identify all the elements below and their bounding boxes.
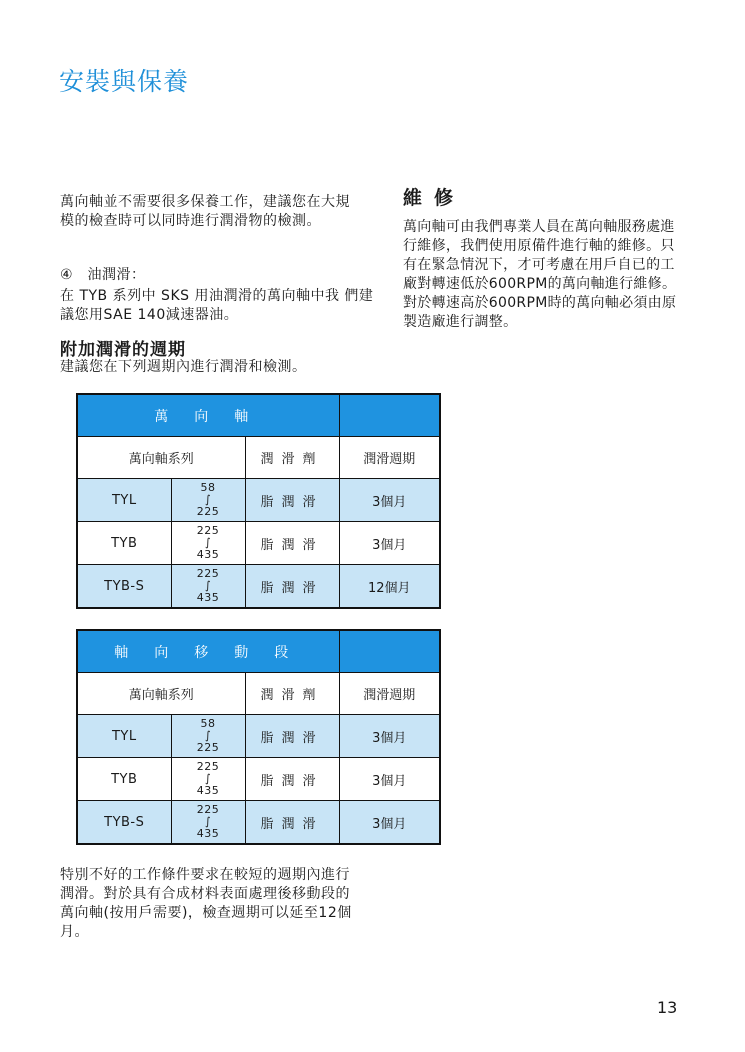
cell-size-range: 225 ∫ 435 [171, 801, 245, 845]
table-row [77, 801, 440, 845]
col-header-period: 潤滑週期 [339, 673, 440, 715]
cell-period: 3個月 [339, 715, 440, 758]
cell-period: 3個月 [339, 522, 440, 565]
lubrication-period-heading: 附加潤滑的週期 [60, 340, 186, 360]
cell-lubricant: 脂潤滑 [245, 801, 339, 845]
cell-lubricant: 脂潤滑 [245, 758, 339, 801]
table-row [77, 565, 440, 609]
cell-period: 3個月 [339, 758, 440, 801]
cell-size-range: 225 ∫ 435 [171, 522, 245, 565]
cell-size-range: 58 ∫ 225 [171, 715, 245, 758]
cell-series: TYL [77, 479, 171, 522]
cell-period: 12個月 [339, 565, 440, 609]
lubrication-table-universal-shaft [76, 393, 441, 609]
cell-period: 3個月 [339, 479, 440, 522]
column-header-row [77, 437, 440, 479]
intro-paragraph: 萬向軸並不需要很多保養工作，建議您在大規模的檢查時可以同時進行潤滑物的檢測。 [60, 194, 350, 229]
cell-lubricant: 脂潤滑 [245, 522, 339, 565]
page-number: 13 [657, 998, 678, 1017]
cell-series: TYB [77, 758, 171, 801]
col-header-series: 萬向軸系列 [77, 437, 245, 479]
cell-series: TYB [77, 522, 171, 565]
cell-series: TYL [77, 715, 171, 758]
repair-heading: 維修 [403, 187, 466, 209]
table-header-row [77, 630, 440, 673]
col-header-lubricant: 潤滑劑 [245, 673, 339, 715]
cell-period: 3個月 [339, 801, 440, 845]
repair-paragraph: 萬向軸可由我們專業人員在萬向軸服務處進行維修，我們使用原備件進行軸的維修。只有在緊急情況下，才可考慮在用戶自已的工廠對轉速低於600RPM的萬向軸進行維修。對於轉速高於600RPM時的萬向軸必須由原製造廠進行調整。 [403, 219, 677, 330]
col-header-series: 萬向軸系列 [77, 673, 245, 715]
table-title-blank-cell [339, 630, 440, 673]
cell-lubricant: 脂潤滑 [245, 565, 339, 609]
cell-lubricant: 脂潤滑 [245, 479, 339, 522]
cell-size-range: 225 ∫ 435 [171, 565, 245, 609]
lubrication-table-axial-section [76, 629, 441, 845]
table-row [77, 715, 440, 758]
cell-series: TYB-S [77, 565, 171, 609]
table-title: 萬向軸 [77, 394, 339, 437]
cell-size-range: 225 ∫ 435 [171, 758, 245, 801]
table-row [77, 479, 440, 522]
table-header-row [77, 394, 440, 437]
cell-size-range: 58 ∫ 225 [171, 479, 245, 522]
lubrication-period-text: 建議您在下列週期內進行潤滑和檢測。 [60, 359, 307, 375]
note-paragraph: 特別不好的工作條件要求在較短的週期內進行潤滑。對於具有合成材料表面處理後移動段的萬向軸(按用戶需要)，檢查週期可以延至12個月。 [60, 867, 352, 940]
table-title: 軸向移動段 [77, 630, 339, 673]
column-header-row [77, 673, 440, 715]
oil-lubrication-text: 在 TYB 系列中 SKS 用油潤滑的萬向軸中我 們建議您用SAE 140減速器油。 [60, 288, 374, 323]
col-header-period: 潤滑週期 [339, 437, 440, 479]
page-title: 安裝與保養 [59, 67, 190, 96]
cell-lubricant: 脂潤滑 [245, 715, 339, 758]
col-header-lubricant: 潤滑劑 [245, 437, 339, 479]
oil-lubrication-heading: ④ 油潤滑： [60, 267, 146, 283]
table-row [77, 522, 440, 565]
cell-series: TYB-S [77, 801, 171, 845]
table-row [77, 758, 440, 801]
table-title-blank-cell [339, 394, 440, 437]
